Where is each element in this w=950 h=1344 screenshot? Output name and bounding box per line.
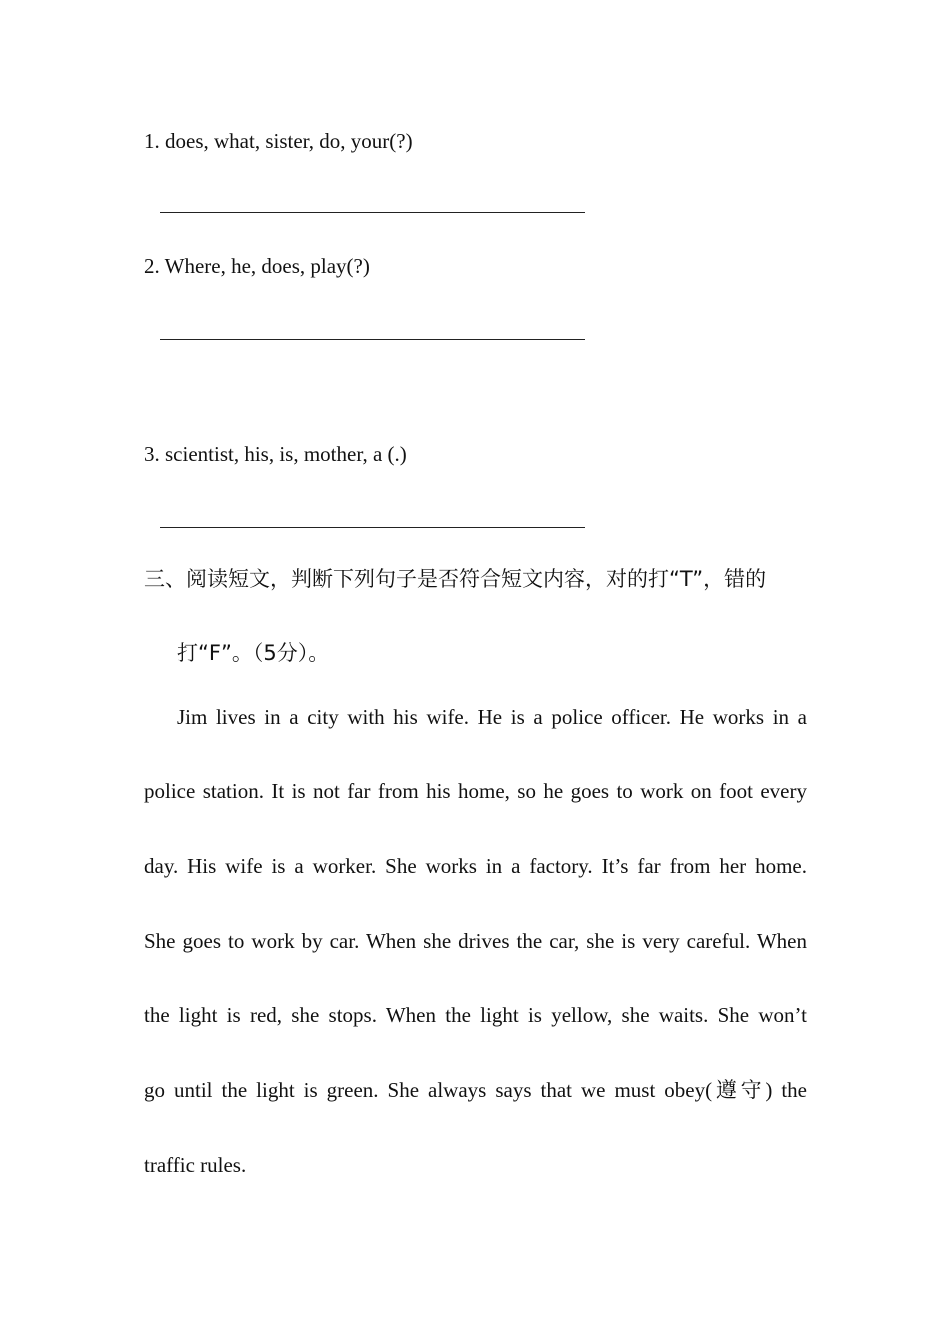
question-1: 1. does, what, sister, do, your(?) — [144, 129, 413, 153]
answer-line-2[interactable] — [160, 339, 585, 340]
passage-line-4: She goes to work by car. When she drives the car, she is very careful. When — [144, 929, 807, 953]
passage-line-2: police station. It is not far from his home, so he goes to work on foot every — [144, 779, 807, 803]
passage-line-1: Jim lives in a city with his wife. He is a police officer. He works in a — [177, 705, 807, 729]
section-three-heading-line1: 三、阅读短文，判断下列句子是否符合短文内容，对的打“T”，错的 — [144, 567, 767, 591]
section-three-heading-line2: 打“F”。（5分）。 — [177, 641, 330, 665]
passage-line-6: go until the light is green. She always says that we must obey(遵守) the — [144, 1078, 807, 1102]
passage-line-3: day. His wife is a worker. She works in a factory. It’s far from her home. — [144, 854, 807, 878]
question-3: 3. scientist, his, is, mother, a (.) — [144, 442, 407, 466]
answer-line-1[interactable] — [160, 212, 585, 213]
passage-line-5: the light is red, she stops. When the light is yellow, she waits. She won’t — [144, 1003, 807, 1027]
answer-line-3[interactable] — [160, 527, 585, 528]
passage-line-7: traffic rules. — [144, 1153, 247, 1177]
question-2: 2. Where, he, does, play(?) — [144, 254, 370, 278]
